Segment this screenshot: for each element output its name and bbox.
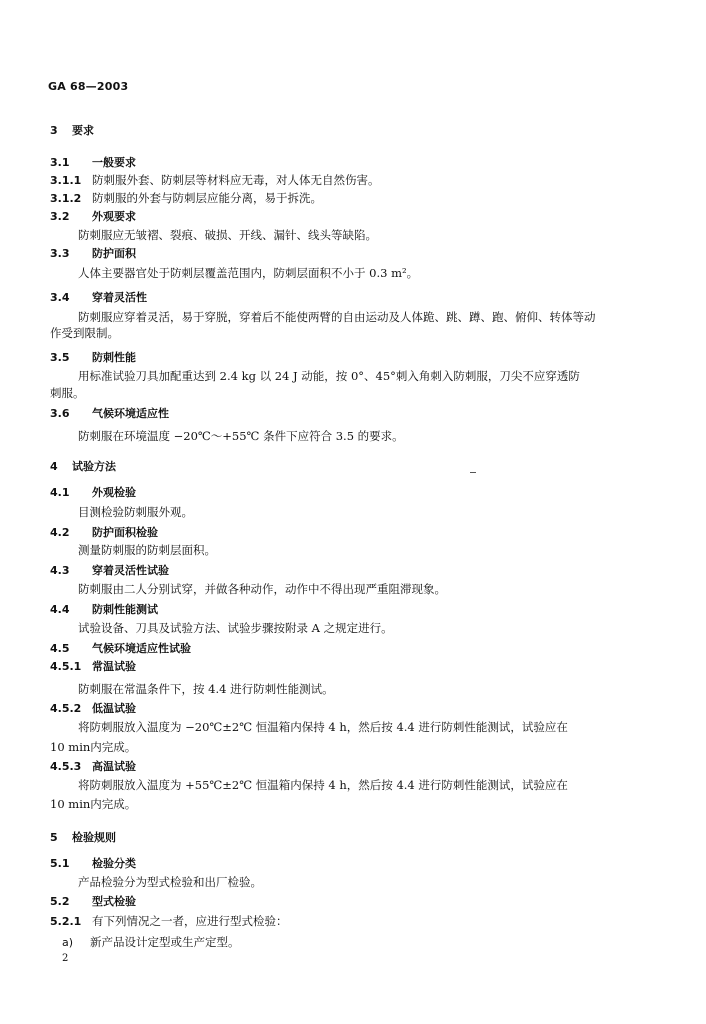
clause-number: 3.2	[50, 210, 70, 223]
clause-heading: 外观要求	[92, 210, 136, 223]
clause-number: 3.5	[50, 351, 70, 364]
clause-heading: 穿着灵活性试验	[92, 564, 169, 577]
text-line	[78, 719, 568, 735]
section-heading: 试验方法	[72, 460, 116, 473]
text-line	[78, 428, 404, 444]
clause-number: 3.3	[50, 247, 70, 260]
clause-number: 5.2.1	[50, 915, 82, 928]
section-heading: 检验规则	[72, 831, 116, 844]
clause-text: 10 min内完成。	[50, 740, 137, 754]
text-line	[78, 620, 393, 636]
clause-number: 4	[50, 460, 58, 473]
clause-text: 用标准试验刀具加配重达到 2.4 kg 以 24 J 动能，按 0°、45°刺入角刺入防刺服，刀尖不应穿透防	[78, 369, 580, 383]
heading-line	[50, 855, 136, 872]
section-heading: 要求	[72, 124, 94, 137]
standard-number-header: GA 68—2003	[48, 80, 129, 93]
clause-number: 3.1.2	[50, 192, 82, 205]
heading-line	[50, 700, 136, 717]
stray-mark	[470, 472, 476, 473]
clause-text: 防刺服外套、防刺层等材料应无毒，对人体无自然伤害。	[92, 173, 380, 187]
text-line	[78, 874, 262, 890]
clause-text: 10 min内完成。	[50, 797, 137, 811]
heading-line	[50, 893, 136, 910]
clause-text: 防刺服应穿着灵活，易于穿脱，穿着后不能使两臂的自由运动及人体跪、跳、蹲、跑、俯仰、转体等动	[78, 310, 596, 324]
clause-number: a)	[62, 936, 74, 949]
page-number: 2	[62, 953, 69, 964]
clause-number: 4.2	[50, 526, 70, 539]
clause-heading: 常温试验	[92, 660, 136, 673]
clause-text: 防刺服由二人分别试穿，并做各种动作，动作中不得出现严重阻滞现象。	[78, 582, 446, 596]
text-line	[50, 796, 136, 812]
clause-heading: 防刺性能测试	[92, 603, 158, 616]
heading-line	[50, 758, 136, 775]
text-line	[78, 542, 216, 558]
clause-text: 作受到限制。	[50, 326, 119, 340]
heading-line	[50, 208, 136, 225]
clause-text: 防刺服在环境温度 −20℃～+55℃ 条件下应符合 3.5 的要求。	[78, 429, 404, 443]
heading-line	[50, 245, 136, 262]
clause-text: 试验设备、刀具及试验方法、试验步骤按附录 A 之规定进行。	[78, 621, 393, 635]
clause-heading: 穿着灵活性	[92, 291, 147, 304]
clause-heading: 外观检验	[92, 486, 136, 499]
clause-heading: 低温试验	[92, 702, 136, 715]
text-line	[78, 681, 334, 697]
heading-line	[50, 524, 158, 541]
clause-heading: 高温试验	[92, 760, 136, 773]
clause-number: 3.1	[50, 156, 70, 169]
heading-line	[50, 289, 147, 306]
clause-text: 防刺服的外套与防刺层应能分离，易于拆洗。	[92, 191, 322, 205]
heading-line	[50, 154, 136, 171]
text-line	[78, 227, 377, 243]
clause-number: 5	[50, 831, 58, 844]
heading-line	[50, 640, 191, 657]
heading-line	[50, 122, 94, 139]
clause-text: 将防刺服放入温度为 +55℃±2℃ 恒温箱内保持 4 h，然后按 4.4 进行防刺性能测试，试验应在	[78, 778, 568, 792]
clause-text: 新产品设计定型或生产定型。	[90, 935, 240, 949]
text-line	[78, 265, 418, 281]
clause-heading: 型式检验	[92, 895, 136, 908]
clause-number: 5.2	[50, 895, 70, 908]
clause-heading: 防刺性能	[92, 351, 136, 364]
text-line	[78, 309, 596, 325]
heading-line	[50, 658, 136, 675]
text-line	[78, 504, 193, 520]
text-line	[50, 325, 119, 341]
heading-line	[50, 829, 116, 846]
heading-line	[50, 601, 158, 618]
clause-text: 将防刺服放入温度为 −20℃±2℃ 恒温箱内保持 4 h，然后按 4.4 进行防刺性能测试，试验应在	[78, 720, 568, 734]
clause-number: 4.4	[50, 603, 70, 616]
clause-number: 3.1.1	[50, 174, 82, 187]
heading-line	[50, 484, 136, 501]
heading-line	[50, 458, 116, 475]
clause-heading: 检验分类	[92, 857, 136, 870]
clause-number: 4.3	[50, 564, 70, 577]
text-line	[50, 190, 322, 207]
clause-text: 防刺服在常温条件下，按 4.4 进行防刺性能测试。	[78, 682, 334, 696]
text-line	[78, 777, 568, 793]
text-line	[50, 385, 85, 401]
clause-heading: 防护面积检验	[92, 526, 158, 539]
text-line	[78, 581, 446, 597]
clause-text: 目测检验防刺服外观。	[78, 505, 193, 519]
clause-heading: 气候环境适应性试验	[92, 642, 191, 655]
clause-text: 有下列情况之一者，应进行型式检验：	[92, 914, 288, 928]
heading-line	[50, 405, 169, 422]
text-line	[50, 172, 380, 189]
text-line	[62, 934, 240, 951]
clause-text: 防刺服应无皱褶、裂痕、破损、开线、漏针、线头等缺陷。	[78, 228, 377, 242]
clause-number: 3.6	[50, 407, 70, 420]
clause-heading: 一般要求	[92, 156, 136, 169]
clause-number: 4.5.1	[50, 660, 82, 673]
heading-line	[50, 349, 136, 366]
clause-number: 3.4	[50, 291, 70, 304]
clause-number: 4.5.2	[50, 702, 82, 715]
clause-number: 4.1	[50, 486, 70, 499]
clause-heading: 防护面积	[92, 247, 136, 260]
text-line	[78, 368, 580, 384]
clause-number: 4.5.3	[50, 760, 82, 773]
clause-number: 3	[50, 124, 58, 137]
clause-text: 测量防刺服的防刺层面积。	[78, 543, 216, 557]
clause-text: 刺服。	[50, 386, 85, 400]
text-line	[50, 913, 288, 930]
clause-text: 产品检验分为型式检验和出厂检验。	[78, 875, 262, 889]
clause-number: 4.5	[50, 642, 70, 655]
clause-text: 人体主要器官处于防刺层覆盖范围内，防刺层面积不小于 0.3 m²。	[78, 266, 419, 280]
text-line	[50, 739, 136, 755]
clause-number: 5.1	[50, 857, 70, 870]
clause-heading: 气候环境适应性	[92, 407, 169, 420]
heading-line	[50, 562, 169, 579]
